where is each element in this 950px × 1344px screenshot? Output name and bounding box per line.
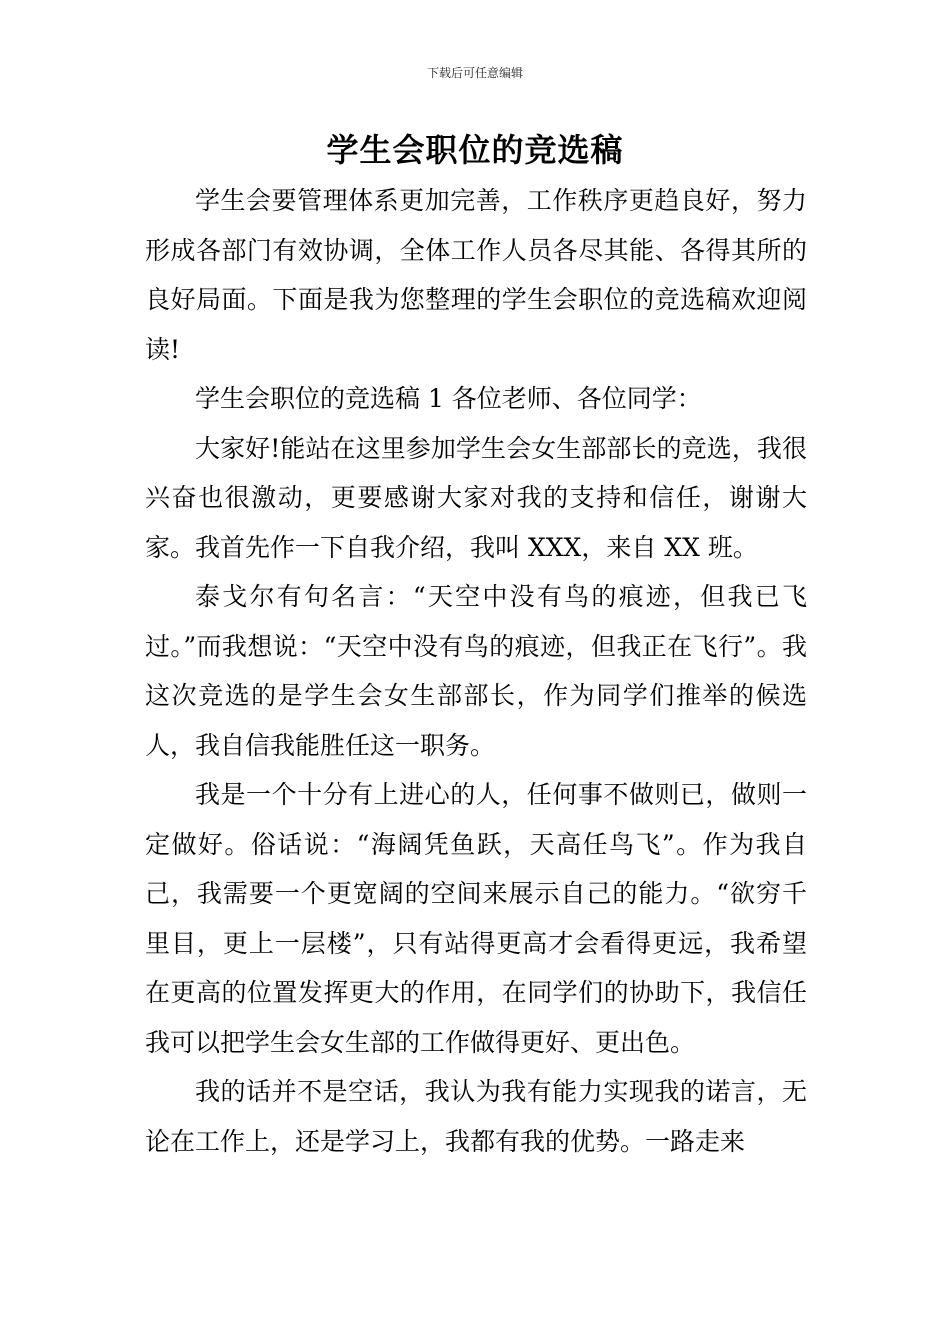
document-body — [145, 176, 807, 1166]
paragraph-ambition: 我是一个十分有上进心的人，任何事不做则已，做则一定做好。俗话说：“海阔凭鱼跃，天高任鸟飞”。作为我自己，我需要一个更宽阔的空间来展示自己的能力。“欲穷千里目，更上一层楼”，只有站得更高才会看得更远，我希望在更高的位置发挥更大的作用，在同学们的协助下，我信任我可以把学生会女生部的工作做得更好、更出色。 — [145, 780, 807, 1057]
paragraph-salutation: 学生会职位的竞选稿 1 各位老师、各位同学： — [195, 384, 702, 413]
paragraph-intro: 学生会要管理体系更加完善，工作秩序更趋良好，努力形成各部门有效协调，全体工作人员各尽其能、各得其所的良好局面。下面是我为您整理的学生会职位的竞选稿欢迎阅读! — [145, 186, 807, 364]
document-title: 学生会职位的竞选稿 — [326, 131, 624, 169]
paragraph-greeting: 大家好!能站在这里参加学生会女生部部长的竞选，我很兴奋也很激动，更要感谢大家对我的支持和信任，谢谢大家。我首先作一下自我介绍，我叫 XXX，来自 XX 班。 — [145, 433, 807, 562]
paragraph-commitment: 我的话并不是空话，我认为我有能力实现我的诺言，无论在工作上，还是学习上，我都有我的优势。一路走来 — [145, 1077, 807, 1156]
paragraph-quote: 泰戈尔有句名言：“天空中没有鸟的痕迹，但我已飞过。”而我想说：“天空中没有鸟的痕迹，但我正在飞行”。我这次竞选的是学生会女生部部长，作为同学们推举的候选人，我自信我能胜任这一职务。 — [145, 582, 807, 760]
header-note: 下载后可任意编辑 — [426, 66, 523, 80]
